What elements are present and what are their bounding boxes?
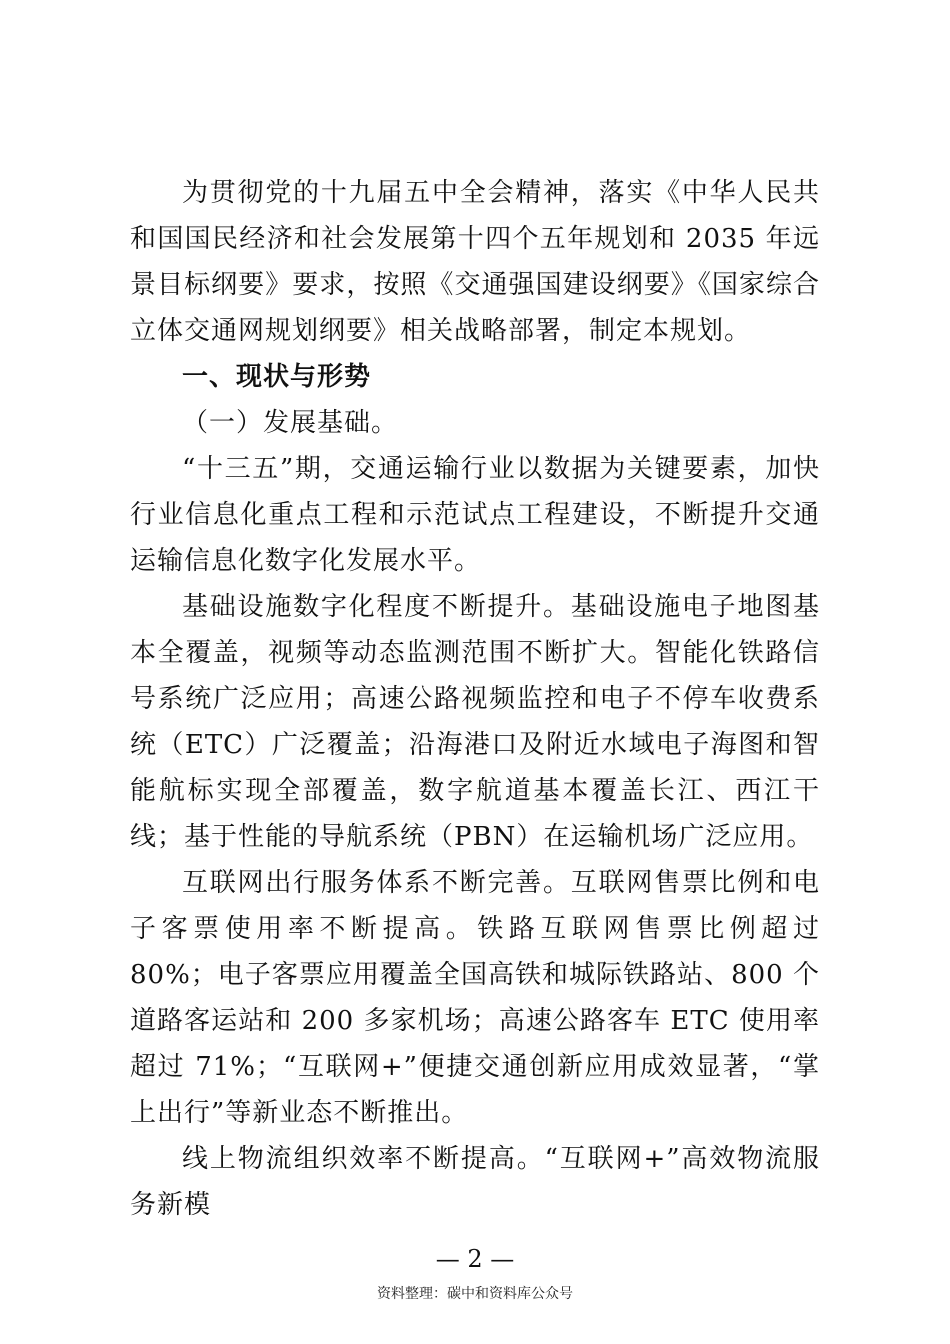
paragraph-development-overview: “十三五”期，交通运输行业以数据为关键要素，加快行业信息化重点工程和示范试点工程建设，不断提升交通运输信息化数字化发展水平。 — [130, 454, 820, 576]
paragraph-online-logistics: 线上物流组织效率不断提高。“互联网+”高效物流服务新模 — [130, 1144, 820, 1220]
paragraph-infrastructure-digitization: 基础设施数字化程度不断提升。基础设施电子地图基本全覆盖，视频等动态监测范围不断扩大。智能化铁路信号系统广泛应用；高速公路视频监控和电子不停车收费系统（ETC）广泛覆盖；沿海港口及附近水域电子海图和智能航标实现全部覆盖，数字航道基本覆盖长江、西江干线；基于性能的导航系统（PBN）在运输机场广泛应用。 — [130, 592, 820, 852]
paragraph-internet-travel-services: 互联网出行服务体系不断完善。互联网售票比例和电子客票使用率不断提高。铁路互联网售票比例超过 80%；电子客票应用覆盖全国高铁和城际铁路站、800 个道路客运站和 200 多家机场；高速公路客车 ETC 使用率超过 71%；“互联网+”便捷交通创新应用成效显著，“掌上出行”等新业态不断推出。 — [130, 868, 820, 1128]
footer-source-note: 资料整理：碳中和资料库公众号 — [377, 1286, 573, 1302]
section-heading: 一、现状与形势 — [182, 362, 372, 392]
page-number: — 2 — — [435, 1245, 515, 1273]
document-body — [130, 170, 820, 1228]
intro-paragraph: 为贯彻党的十九届五中全会精神，落实《中华人民共和国国民经济和社会发展第十四个五年规划和 2035 年远景目标纲要》要求，按照《交通强国建设纲要》《国家综合立体交通网规划纲要》相关战略部署，制定本规划。 — [130, 178, 820, 346]
subsection-heading: （一）发展基础。 — [182, 408, 399, 438]
